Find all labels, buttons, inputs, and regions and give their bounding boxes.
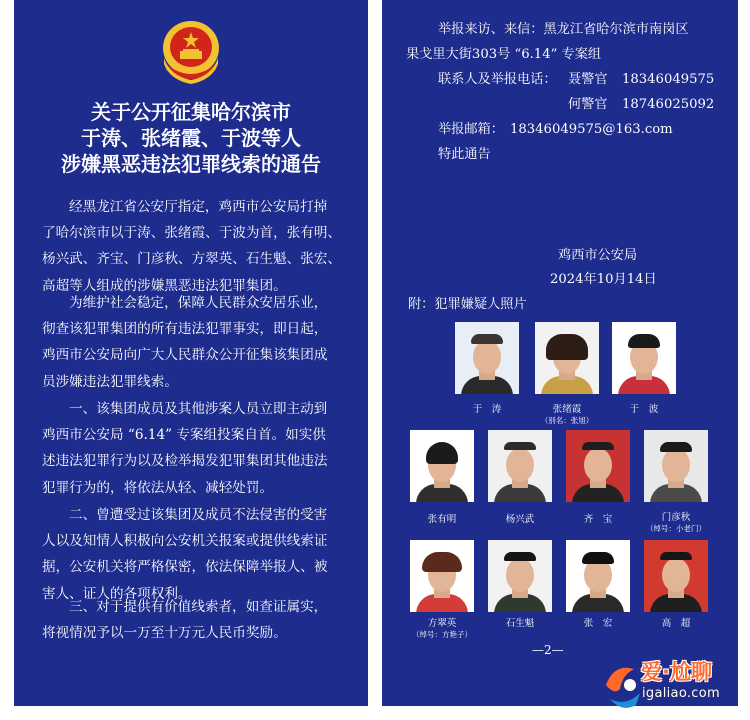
paragraph-item-1 bbox=[42, 396, 348, 501]
closing-text: 特此通告 bbox=[438, 147, 491, 162]
report-email: 18346049575@163.com bbox=[510, 122, 673, 137]
suspect-name: 于 波 bbox=[629, 404, 659, 415]
text-line: 将视情况予以一万至十万元人民币奖励。 bbox=[42, 625, 287, 642]
text-line: 了哈尔滨市以于涛、张绪霞、于波为首，张有明、 bbox=[42, 225, 342, 242]
suspect-photo bbox=[410, 430, 474, 502]
paragraph-intro bbox=[42, 194, 348, 299]
suspect-name: 于 涛 bbox=[472, 404, 502, 415]
paragraph-item-3 bbox=[42, 594, 348, 646]
issuer: 鸡西市公安局 bbox=[558, 248, 638, 263]
contact-label: 联系人及举报电话： bbox=[438, 72, 557, 87]
suspect-alias: （绰号：方艳子） bbox=[412, 630, 472, 639]
attachment-label: 附：犯罪嫌疑人照片 bbox=[408, 297, 527, 312]
suspect-photo bbox=[410, 540, 474, 612]
text-line: 杨兴武、齐宝、门彦秋、方翠英、石生魁、张宏、 bbox=[42, 251, 342, 268]
suspect-name: 杨兴武 bbox=[505, 514, 535, 525]
suspect-alias: （别名：张旭） bbox=[540, 416, 594, 425]
contact-2-phone: 18746025092 bbox=[622, 97, 715, 112]
text-line: 鸡西市公安局向广大人民群众公开征集该集团成 bbox=[42, 347, 328, 364]
text-line: 人以及知情人积极向公安机关报案或提供线索证 bbox=[42, 533, 328, 550]
text-line: 述违法犯罪行为以及检举揭发犯罪集团其他违法 bbox=[42, 453, 328, 470]
watermark-brand: 爱·尬聊 bbox=[641, 660, 712, 684]
text-line: 二、曾遭受过该集团及成员不法侵害的受害 bbox=[69, 507, 328, 523]
suspect-photo bbox=[488, 430, 552, 502]
text-line: 犯罪行为的，将依法从轻、减轻处罚。 bbox=[42, 479, 274, 496]
watermark-url: igaliao.com bbox=[642, 686, 720, 701]
paragraph-item-2 bbox=[42, 502, 348, 607]
text-line: 据，公安机关将严格保密，依法保障举报人、被 bbox=[42, 559, 328, 576]
contact-1-phone: 18346049575 bbox=[622, 72, 715, 87]
text-line: 高超等人组成的涉嫌黑恶违法犯罪集团。 bbox=[42, 277, 287, 294]
suspect-photo bbox=[566, 540, 630, 612]
text-line: 害人、证人的各项权利。 bbox=[42, 585, 192, 602]
notice-page-right bbox=[382, 0, 738, 706]
suspect-name: 方翠英 bbox=[427, 618, 457, 629]
suspect-photo bbox=[644, 430, 708, 502]
suspect-name: 张有明 bbox=[427, 514, 457, 525]
suspect-alias: （绰号：小老门） bbox=[646, 524, 706, 533]
report-address-line-1: 举报来访、来信：黑龙江省哈尔滨市南岗区 bbox=[438, 22, 689, 37]
notice-page-left bbox=[14, 0, 368, 706]
suspect-name: 齐 宝 bbox=[583, 514, 613, 525]
suspect-name: 门彦秋 bbox=[661, 512, 691, 523]
text-line: 为维护社会稳定，保障人民群众安居乐业， bbox=[69, 295, 328, 311]
text-line: 经黑龙江省公安厅指定，鸡西市公安局打掉 bbox=[69, 199, 328, 215]
notice-title-line-2: 于涛、张绪霞、于波等人 bbox=[81, 126, 301, 150]
suspect-name: 张 宏 bbox=[583, 618, 613, 629]
suspect-name: 高 超 bbox=[661, 618, 691, 629]
issue-date: 2024年10月14日 bbox=[550, 272, 657, 287]
suspect-photo bbox=[488, 540, 552, 612]
suspect-photo bbox=[612, 322, 676, 394]
email-label: 举报邮箱： bbox=[438, 122, 504, 137]
text-line: 鸡西市公安局 “6.14” 专案组投案自首。如实供 bbox=[42, 427, 326, 444]
report-address-line-2: 果戈里大街303号 “6.14” 专案组 bbox=[406, 47, 602, 62]
paragraph-purpose bbox=[42, 290, 348, 395]
suspect-name: 张绪霞 bbox=[552, 404, 582, 415]
contact-1-name: 聂警官 bbox=[568, 72, 608, 87]
police-emblem-icon bbox=[160, 18, 222, 84]
notice-title-line-3: 涉嫌黑恶违法犯罪线索的通告 bbox=[61, 152, 321, 176]
text-line: 一、该集团成员及其他涉案人员立即主动到 bbox=[69, 401, 328, 417]
notice-title-line-1: 关于公开征集哈尔滨市 bbox=[91, 100, 291, 124]
suspect-photo bbox=[455, 322, 519, 394]
text-line: 三、对于提供有价值线索者，如查证属实， bbox=[69, 599, 328, 615]
contact-2-name: 何警官 bbox=[568, 97, 608, 112]
text-line: 员涉嫌违法犯罪线索。 bbox=[42, 373, 178, 390]
suspect-photo bbox=[566, 430, 630, 502]
suspect-photo bbox=[644, 540, 708, 612]
text-line: 彻查该犯罪集团的所有违法犯罪事实，即日起， bbox=[42, 321, 328, 338]
suspect-photo bbox=[535, 322, 599, 394]
page-number: —2— bbox=[532, 643, 564, 657]
suspect-name: 石生魁 bbox=[505, 618, 535, 629]
